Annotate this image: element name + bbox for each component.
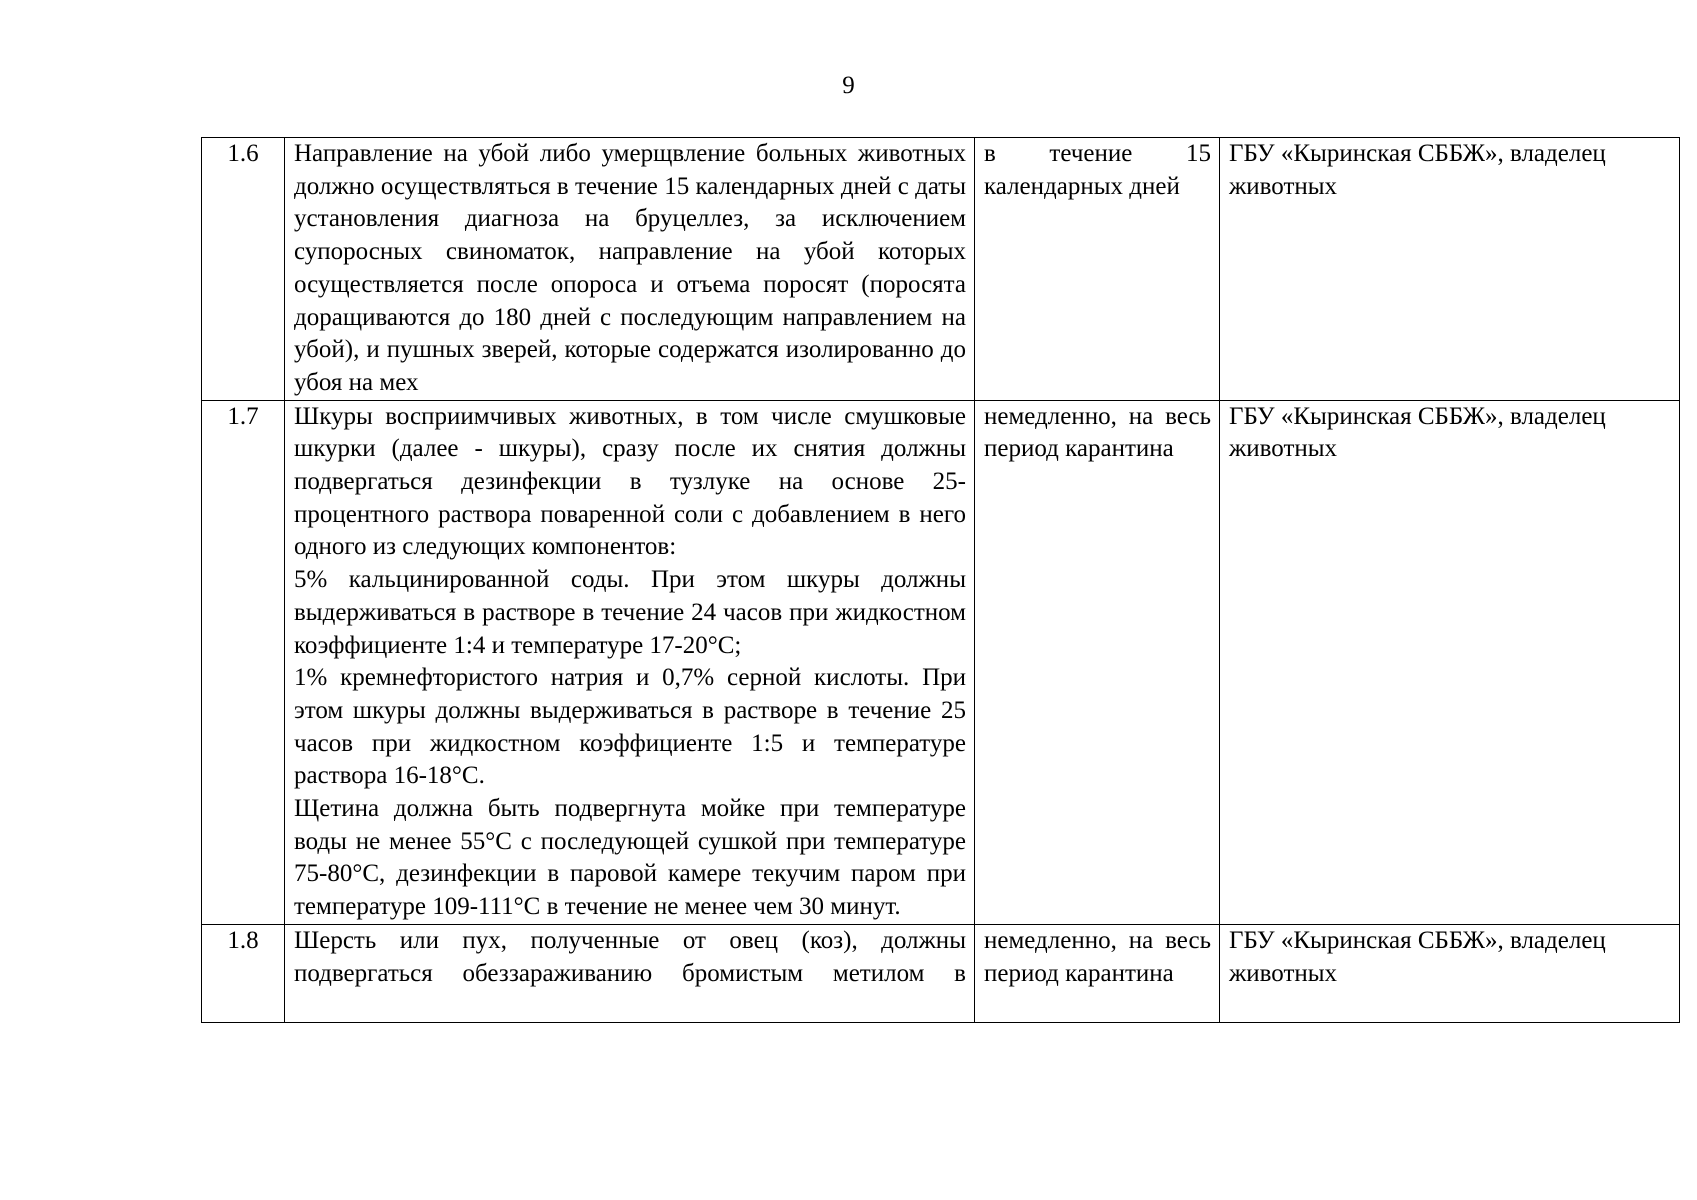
term-text: немедленно, на весь период карантина: [984, 402, 1211, 463]
measure-paragraph: Направление на убой либо умерщвление больных животных должно осуществляться в течение 15 календарных дней с даты установления диагноза на бруцеллез, за исключением супоросных свиноматок, направление на убой которых осуществляется после опороса и отъема поросят (поросята доращиваются до 180 дней с последующим направлением на убой), и пушных зверей, которые содержатся изолированно до убоя на мех: [294, 140, 966, 396]
row-number: 1.7: [202, 400, 285, 924]
row-number: 1.6: [202, 138, 285, 401]
term-cell: [975, 138, 1220, 401]
term-text: в течение 15 календарных дней: [984, 140, 1211, 200]
measure-text: [285, 924, 975, 1022]
measures-table: [201, 137, 1680, 1023]
table-row: [202, 924, 1680, 1022]
measure-paragraph: Щетина должна быть подвергнута мойке при температуре воды не менее 55°С с последующей сушкой при температуре 75-80°С, дезинфекции в паровой камере текучим паром при температуре 109-111°С в течение не менее чем 30 минут.: [294, 795, 966, 921]
responsible-cell: [1220, 400, 1680, 924]
term-cell: [975, 400, 1220, 924]
responsible-text: ГБУ «Кыринская СББЖ», владелец животных: [1229, 140, 1606, 200]
term-cell: [975, 924, 1220, 1022]
responsible-text: ГБУ «Кыринская СББЖ», владелец животных: [1229, 402, 1606, 463]
responsible-text: ГБУ «Кыринская СББЖ», владелец животных: [1229, 926, 1606, 987]
table-row: [202, 400, 1680, 924]
measure-text: [285, 400, 975, 924]
responsible-cell: [1220, 138, 1680, 401]
row-number: 1.8: [202, 924, 285, 1022]
measure-paragraph: 1% кремнефтористого натрия и 0,7% серной кислоты. При этом шкуры должны выдерживаться в растворе в течение 25 часов при жидкостном коэффициенте 1:5 и температуре раствора 16-18°С.: [294, 664, 966, 790]
page-number: 9: [842, 72, 855, 99]
table-row: [202, 138, 1680, 401]
term-text: немедленно, на весь период карантина: [984, 926, 1211, 987]
measure-paragraph: 5% кальцинированной соды. При этом шкуры должны выдерживаться в растворе в течение 24 часов при жидкостном коэффициенте 1:4 и температуре 17-20°С;: [294, 566, 966, 659]
measure-paragraph: Шкуры восприимчивых животных, в том числе смушковые шкурки (далее - шкуры), сразу после их снятия должны подвергаться дезинфекции в тузлуке на основе 25-процентного раствора поваренной соли с добавлением в него одного из следующих компонентов:: [294, 402, 966, 561]
measure-paragraph: Шерсть или пух, полученные от овец (коз), должны подвергаться обеззараживанию бромистым метилом в: [294, 926, 966, 987]
responsible-cell: [1220, 924, 1680, 1022]
measure-text: [285, 138, 975, 401]
